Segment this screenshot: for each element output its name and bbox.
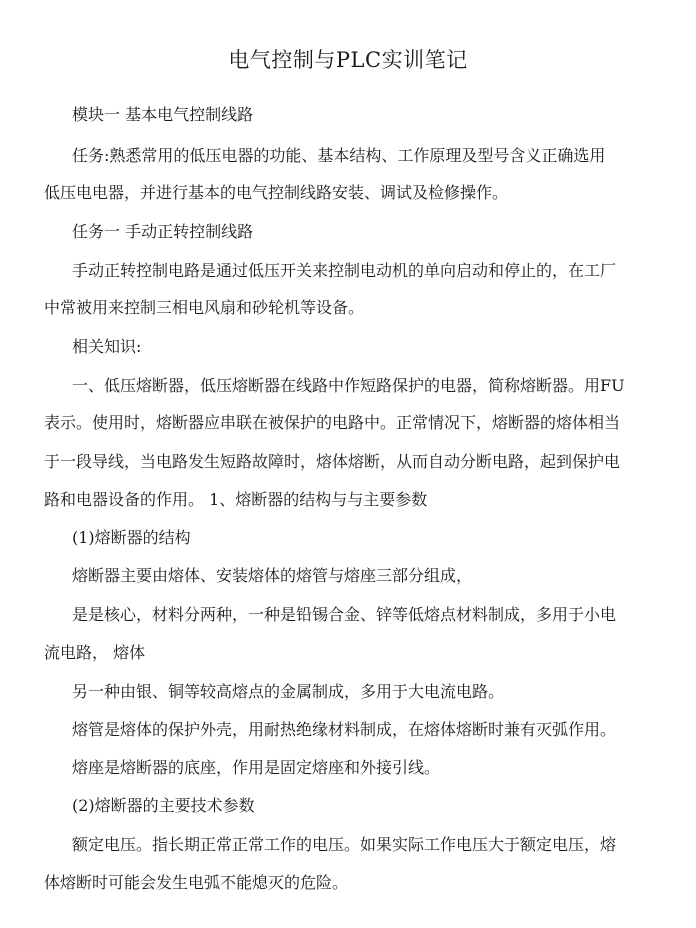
paragraph-line: 熔座是熔断器的底座，作用是固定熔座和外接引线。: [72, 758, 441, 777]
paragraph-line: 流电路， 熔体: [44, 643, 146, 662]
paragraph-line: 低压电电器，并进行基本的电气控制线路安装、调试及检修操作。: [44, 183, 509, 202]
paragraph-line: 额定电压。指长期正常正常工作的电压。如果实际工作电压大于额定电压，熔: [72, 835, 617, 854]
paragraph-line: 任务:熟悉常用的低压电器的功能、基本结构、工作原理及型号含义正确选用: [72, 146, 606, 165]
paragraph-line: 另一种由银、铜等较高熔点的金属制成，多用于大电流电路。: [72, 682, 505, 701]
paragraph-line: 手动正转控制电路是通过低压开关来控制电动机的单向启动和停止的，在工厂: [72, 261, 617, 280]
paragraph-line: 表示。使用时，熔断器应串联在被保护的电路中。正常情况下，熔断器的熔体相当: [44, 413, 621, 432]
paragraph-line: 体熔断时可能会发生电弧不能熄灭的危险。: [44, 873, 349, 892]
paragraph-line: 路和电器设备的作用。 1、熔断器的结构与与主要参数: [44, 490, 428, 509]
paragraph-line: 熔管是熔体的保护外壳，用耐热绝缘材料制成，在熔体熔断时兼有灭弧作用。: [72, 720, 617, 739]
heading-task: 任务一 手动正转控制线路: [72, 222, 254, 241]
paragraph-line: 是是核心，材料分两种，一种是铅锡合金、锌等低熔点材料制成，多用于小电: [72, 605, 617, 624]
heading-parameters: (2)熔断器的主要技术参数: [72, 796, 255, 815]
paragraph-line: 熔断器主要由熔体、安装熔体的熔管与熔座三部分组成，: [72, 566, 473, 585]
paragraph-line: 中常被用来控制三相电风扇和砂轮机等设备。: [44, 298, 365, 317]
heading-knowledge: 相关知识:: [72, 337, 142, 356]
document-title: 电气控制与PLC实训笔记: [228, 48, 468, 72]
paragraph-line: 一、低压熔断器，低压熔断器在线路中作短路保护的电器，简称熔断器。用FU: [72, 376, 625, 395]
heading-structure: (1)熔断器的结构: [72, 528, 191, 547]
paragraph-line: 于一段导线，当电路发生短路故障时，熔体熔断，从而自动分断电路，起到保护电: [44, 452, 621, 471]
heading-module: 模块一 基本电气控制线路: [72, 105, 254, 124]
